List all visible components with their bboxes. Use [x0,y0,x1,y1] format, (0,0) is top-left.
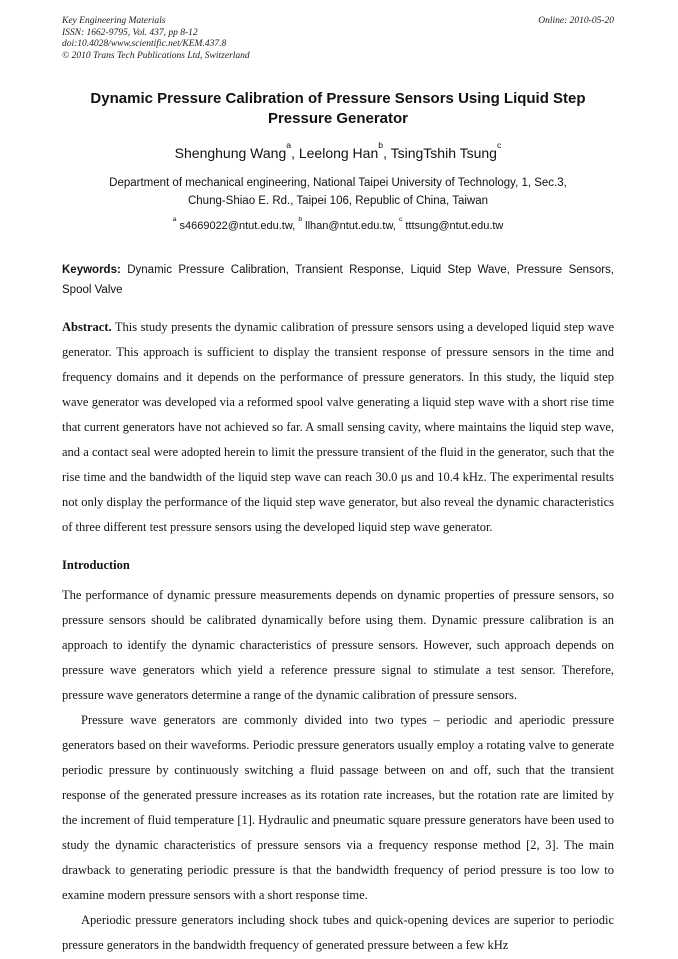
online-date: Online: 2010-05-20 [538,16,614,26]
authors-line: Shenghung Wang$^a$, Leelong Han$^b$, TsingTshih Tsung$^c$ [174,140,502,161]
abstract-label: Abstract. [62,320,112,334]
paper-title: Dynamic Pressure Calibration of Pressure Sensors Using Liquid Step Pressure Generator [90,90,586,127]
keywords-label: Keywords: [62,264,121,276]
journal-name: Key Engineering Materials [62,16,166,26]
copyright-line: © 2010 Trans Tech Publications Ltd, Switzerland [62,50,250,61]
author-sup: b [378,140,384,151]
body-paragraph: The performance of dynamic pressure measurements depends on dynamic properties of pressure sensors, so pressure sensors should be calibrated dynamically before using them. Dynamic pressure calibration is an approach to identify the dynamic characteristics of pressure sensors. However, such approach depends on pressure wave generators which yield a reference pressure signal to stimulate a test sensor. Therefore, pressure wave generators determine a range of the dynamic calibration of pressure sensors. [62,588,614,702]
affiliation [62,174,614,210]
body-paragraph: Pressure wave generators are commonly divided into two types – periodic and aperiodic pressure generators based on their waveforms. Periodic pressure generators usually employ a rotating valve to generate periodic pressure by continuously switching a fluid passage between on and off, such that the transient response of the generated pressure increases as its rotation rate increases, but the rotation rate are limited by the increment of fluid temperature [1]. Hydraulic and pneumatic square pressure generators have been used to study the dynamic characteristics of pressure sensors via a frequency response method [2, 3]. The main drawback to generating periodic pressure is that the bandwidth frequency of period pressure is too low to examine modern pressure sensors with a short response time. [62,713,614,902]
section-heading: Introduction [62,558,130,572]
affiliation-line-1: Department of mechanical engineering, National Taipei University of Technology, 1, Sec.3, [109,177,567,189]
email-sup: b [298,216,303,224]
issn-volume-line: ISSN: 1662-9795, Vol. 437, pp 8-12 [62,27,198,38]
abstract-text: This study presents the dynamic calibration of pressure sensors using a developed liquid step wave generator. This approach is sufficient to display the transient response of pressure sensors in the time and frequency domains and it depends on the performance of pressure generators. In this study, the liquid step wave generator was developed via a reformed spool valve generating a liquid step wave with a short rise time that current generators have not achieved so far. A small sensing cavity, where maintains the liquid step wave, and a contact seal were adopted herein to limit the pressure transient of the fluid in the generator, such that the rise time and the bandwidth of the liquid step wave can reach 30.0 μs and 10.4 kHz. The experimental results not only display the performance of the liquid step wave generator, but also reveal the dynamic characteristics of three different test pressure sensors using the developed liquid step wave generator. [62,320,614,534]
abstract-paragraph [62,315,614,540]
keywords-text: Dynamic Pressure Calibration, Transient Response, Liquid Step Wave, Pressure Sensors, Spool Valve [62,264,614,296]
doi-line: doi:10.4028/www.scientific.net/KEM.437.8 [62,39,227,49]
journal-header-left [62,16,250,62]
body-paragraph: Aperiodic pressure generators including shock tubes and quick-opening devices are superior to periodic pressure generators in the bandwidth frequency of generated pressure between a few kHz [62,913,614,952]
emails-line: $^a$ s4669022@ntut.edu.tw, $^b$ llhan@ntut.edu.tw, $^c$ tttsung@ntut.edu.tw [172,216,504,232]
journal-header [62,16,614,62]
author-sup: a [286,140,292,151]
keywords-paragraph [62,260,614,300]
affiliation-line-2: Chung-Shiao E. Rd., Taipei 106, Republic of China, Taiwan [187,195,489,207]
sections [62,553,614,958]
email-sup: c [398,216,403,224]
email-sup: a [172,216,177,224]
author-sup: c [496,140,502,151]
